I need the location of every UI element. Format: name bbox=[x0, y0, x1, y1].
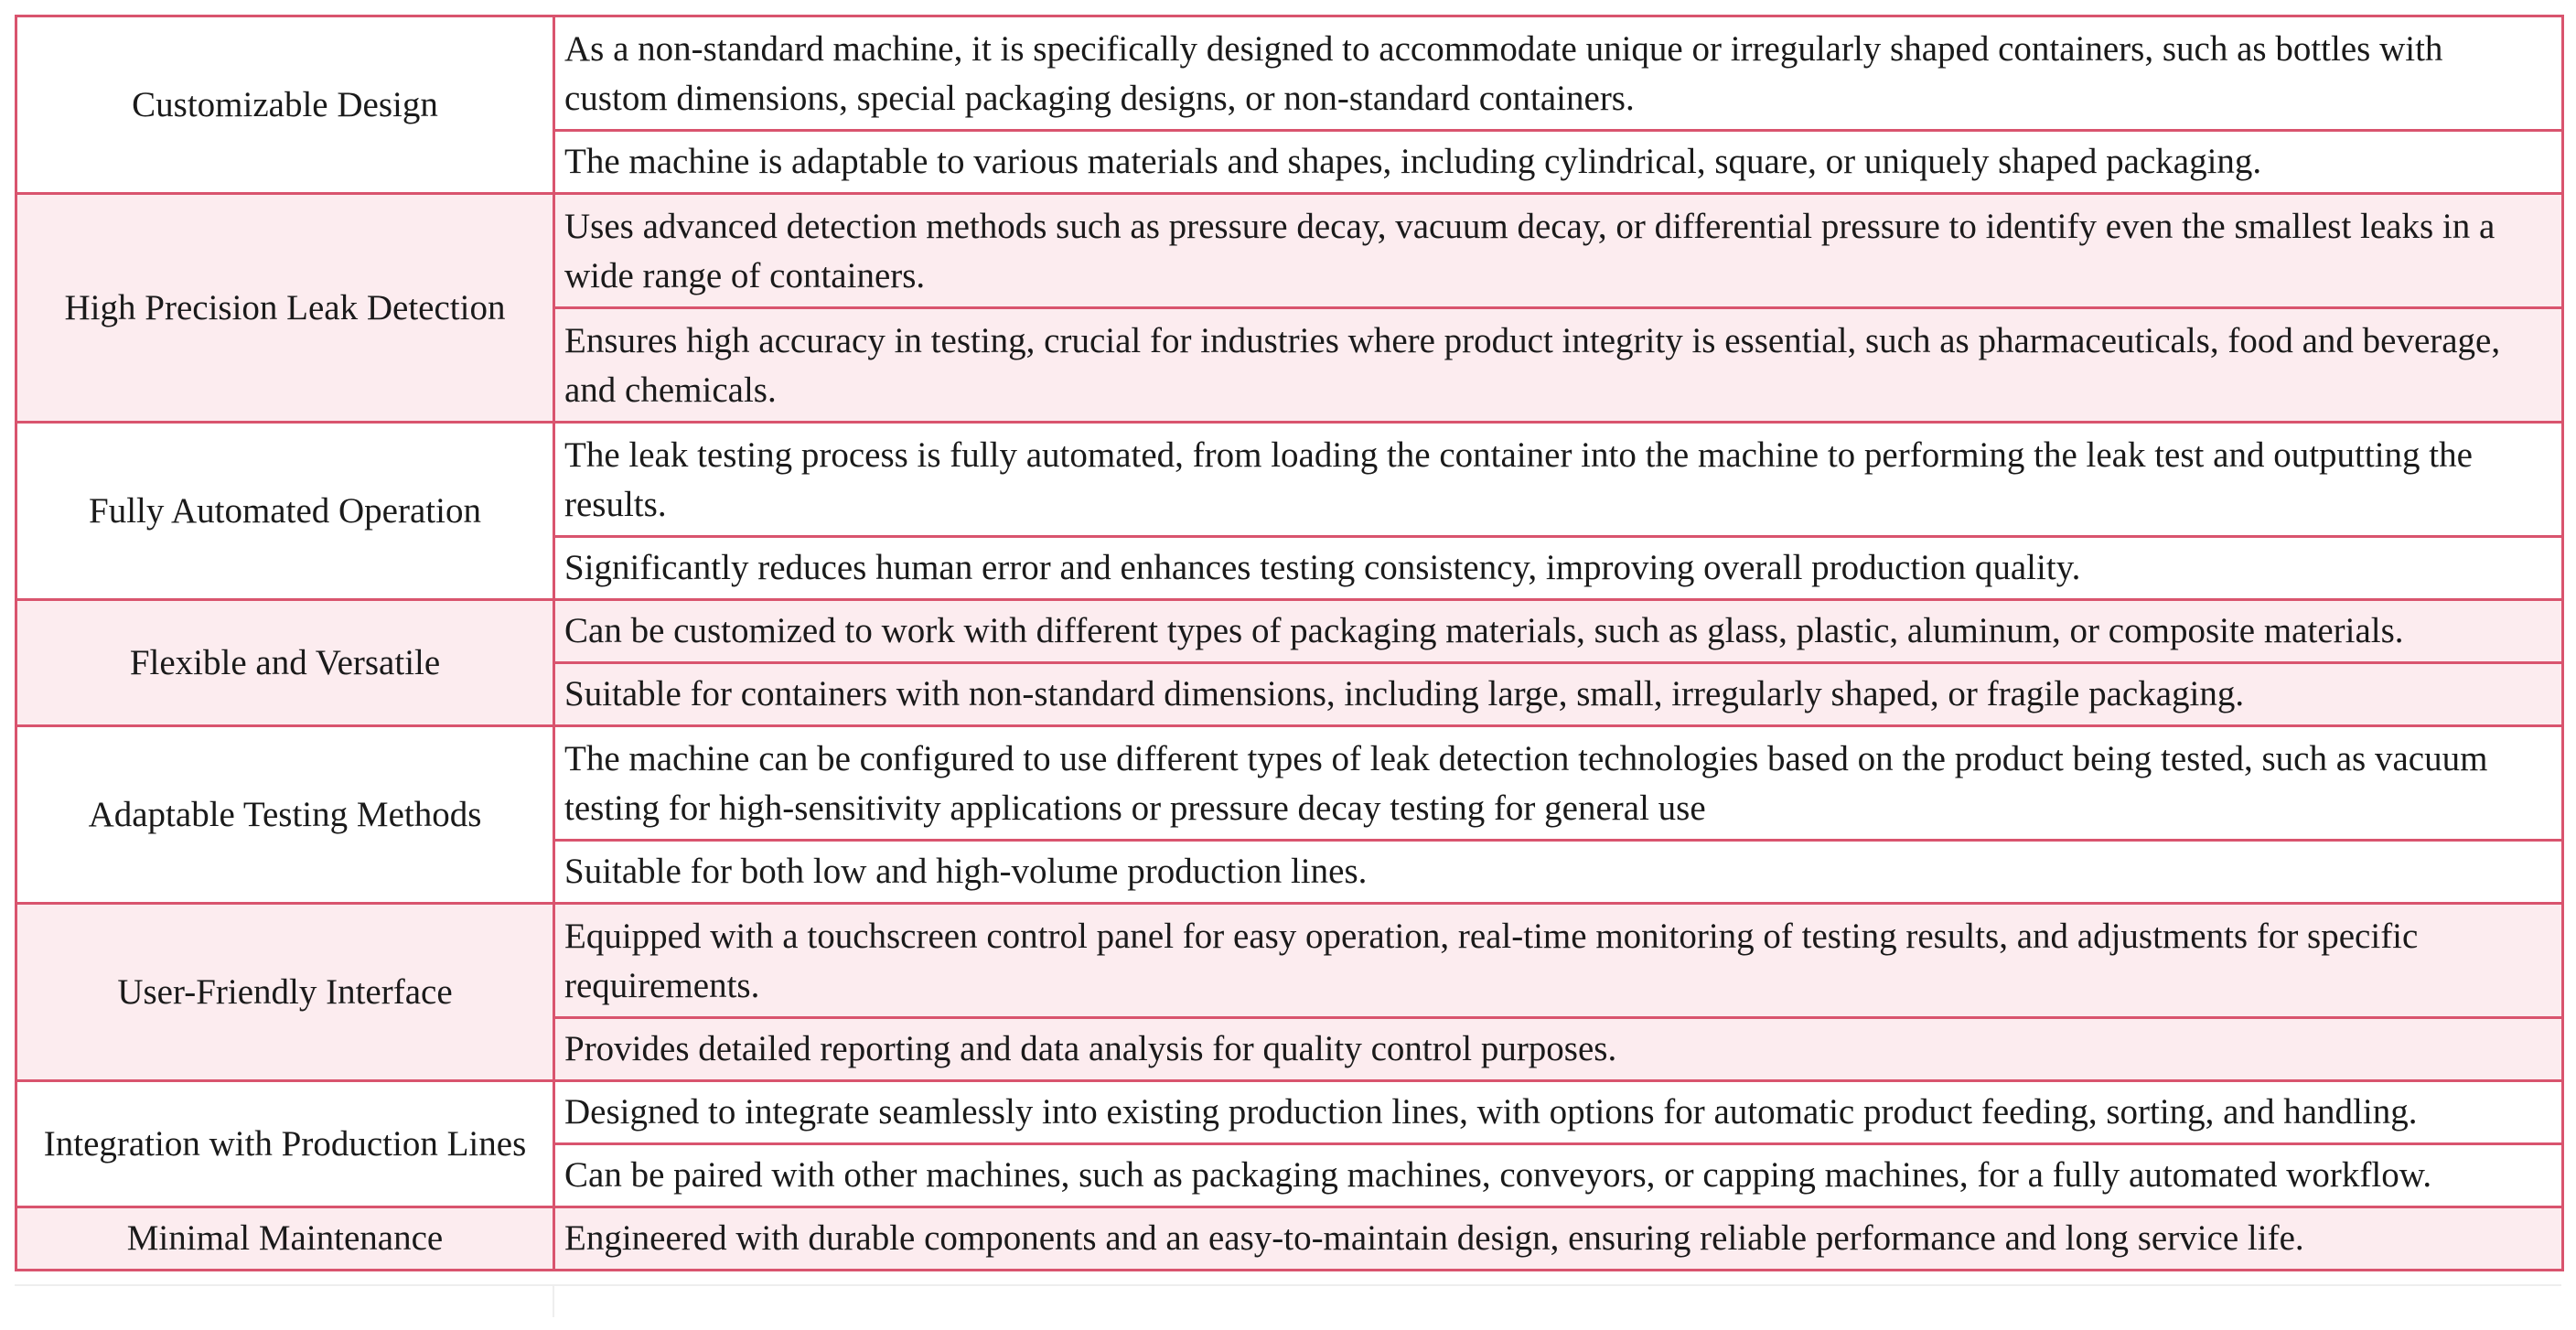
feature-detail-cell: Can be customized to work with different types of packaging materials, such as glass, plastic, aluminum, or composite materials. bbox=[554, 600, 2563, 663]
feature-name-cell: User-Friendly Interface bbox=[16, 904, 554, 1081]
feature-name-cell: Flexible and Versatile bbox=[16, 600, 554, 726]
feature-name-cell: Minimal Maintenance bbox=[16, 1207, 554, 1271]
feature-name-cell: High Precision Leak Detection bbox=[16, 194, 554, 423]
table-row bbox=[16, 194, 2563, 308]
feature-detail-cell: Equipped with a touchscreen control panel for easy operation, real-time monitoring of testing results, and adjustments for specific requirements. bbox=[554, 904, 2563, 1018]
feature-detail-cell: Significantly reduces human error and enhances testing consistency, improving overall production quality. bbox=[554, 537, 2563, 600]
feature-detail-cell: The machine is adaptable to various materials and shapes, including cylindrical, square, or uniquely shaped packaging. bbox=[554, 131, 2563, 194]
feature-detail-cell: As a non-standard machine, it is specifically designed to accommodate unique or irregularly shaped containers, such as bottles with custom dimensions, special packaging designs, or non-standard containers. bbox=[554, 16, 2563, 131]
table-row bbox=[16, 600, 2563, 663]
table-row bbox=[16, 904, 2563, 1018]
feature-name-cell: Adaptable Testing Methods bbox=[16, 726, 554, 904]
feature-name-cell: Fully Automated Operation bbox=[16, 423, 554, 600]
feature-detail-cell: Provides detailed reporting and data analysis for quality control purposes. bbox=[554, 1018, 2563, 1081]
feature-detail-cell: Suitable for containers with non-standard dimensions, including large, small, irregularly shaped, or fragile packaging. bbox=[554, 663, 2563, 726]
feature-name-cell: Customizable Design bbox=[16, 16, 554, 194]
feature-detail-cell: Uses advanced detection methods such as pressure decay, vacuum decay, or differential pressure to identify even the smallest leaks in a wide range of containers. bbox=[554, 194, 2563, 308]
column-divider bbox=[553, 1286, 554, 1317]
features-table bbox=[15, 15, 2564, 1271]
table-row bbox=[16, 1081, 2563, 1144]
feature-detail-cell: Engineered with durable components and an easy-to-maintain design, ensuring reliable performance and long service life. bbox=[554, 1207, 2563, 1271]
table-row bbox=[16, 1207, 2563, 1271]
feature-detail-cell: Can be paired with other machines, such as packaging machines, conveyors, or capping machines, for a fully automated workflow. bbox=[554, 1144, 2563, 1207]
feature-detail-cell: Ensures high accuracy in testing, crucial for industries where product integrity is essential, such as pharmaceuticals, food and beverage, and chemicals. bbox=[554, 308, 2563, 423]
feature-sheet bbox=[15, 15, 2561, 1271]
feature-name-cell: Integration with Production Lines bbox=[16, 1081, 554, 1207]
table-row bbox=[16, 423, 2563, 537]
table-row bbox=[16, 726, 2563, 841]
table-row bbox=[16, 16, 2563, 131]
feature-detail-cell: Designed to integrate seamlessly into existing production lines, with options for automatic product feeding, sorting, and handling. bbox=[554, 1081, 2563, 1144]
feature-detail-cell: The leak testing process is fully automated, from loading the container into the machine to performing the leak test and outputting the results. bbox=[554, 423, 2563, 537]
feature-detail-cell: Suitable for both low and high-volume production lines. bbox=[554, 841, 2563, 904]
feature-detail-cell: The machine can be configured to use different types of leak detection technologies based on the product being tested, such as vacuum testing for high-sensitivity applications or pressure decay testing for general use bbox=[554, 726, 2563, 841]
empty-trailing-row bbox=[15, 1284, 2561, 1317]
